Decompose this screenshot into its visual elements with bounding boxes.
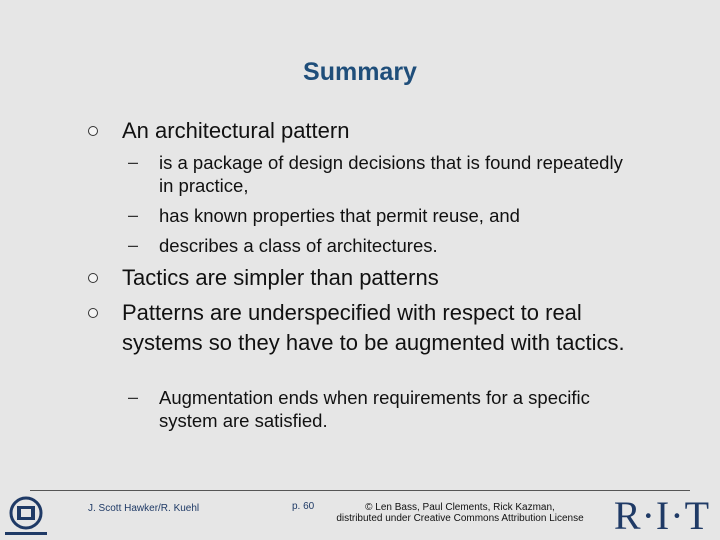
bullet-1: An architectural pattern [122,118,350,143]
sub-bullet-1b: has known properties that permit reuse, and [159,205,520,226]
dash-icon: – [128,235,139,255]
dash-icon: – [128,152,139,172]
bullet-icon [88,308,98,318]
bullet-icon [88,273,98,283]
footer-page-number: p. 60 [292,501,315,512]
software-engineering-logo-icon [3,492,49,538]
bullet-icon [88,126,98,136]
rit-logo: R·I·T [613,493,710,538]
sub-bullet-3a: Augmentation ends when requirements for a specific system are satisfied. [159,387,590,431]
sub-bullet-1c: describes a class of architectures. [159,235,438,256]
bullet-2: Tactics are simpler than patterns [122,265,439,290]
footer-authors: J. Scott Hawker/R. Kuehl [88,503,200,514]
footer-copyright-line1: © Len Bass, Paul Clements, Rick Kazman, [365,502,555,513]
dash-icon: – [128,205,139,225]
slide-title: Summary [303,58,417,86]
dash-icon: – [128,387,139,407]
sub-bullet-1a: is a package of design decisions that is found repeatedly in practice, [159,152,623,196]
footer-divider [30,490,690,491]
bullet-3: Patterns are underspecified with respect to real systems so they have to be augmented with tactics. [122,300,625,355]
footer-copyright-line2: distributed under Creative Commons Attribution License [336,513,584,524]
